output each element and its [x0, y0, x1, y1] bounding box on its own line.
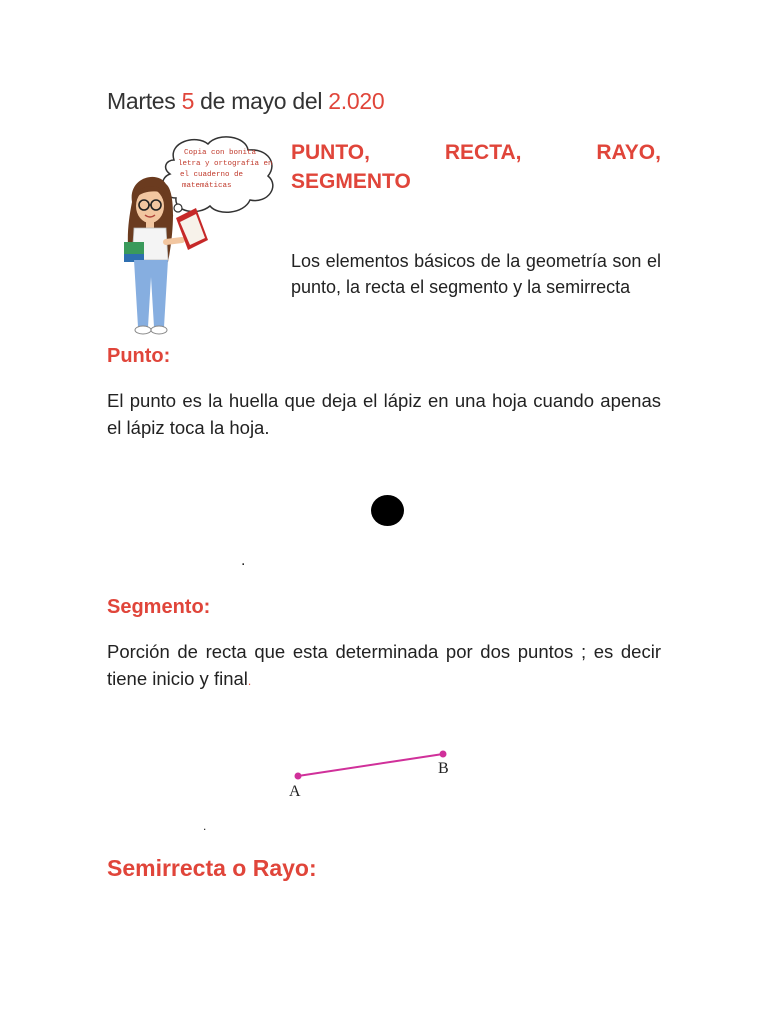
segment-caption: . — [203, 819, 207, 833]
segment-diagram — [203, 706, 557, 833]
intro-paragraph: Los elementos básicos de la geometría son el punto, la recta el segmento y la semirrecta — [291, 251, 661, 297]
segmento-text-trail: . — [247, 674, 252, 688]
date-year: 2.020 — [328, 88, 385, 114]
segmento-text-body: Porción de recta que esta determinada por dos puntos ; es decir tiene inicio y final — [107, 641, 661, 689]
title-word-rayo: RAYO, — [596, 141, 661, 164]
semirrecta-heading: Semirrecta o Rayo: — [107, 855, 317, 881]
segmento-heading: Segmento: — [107, 596, 211, 618]
bubble-line-1: Copia con bonita — [184, 149, 257, 157]
title-line-2: SEGMENTO — [291, 170, 411, 193]
segment-line — [298, 754, 443, 776]
date-day: 5 — [181, 88, 195, 114]
thought-bubble — [162, 137, 273, 219]
punto-caption: . — [241, 552, 246, 569]
label-a: A — [289, 783, 301, 800]
title-word-punto: PUNTO, — [291, 141, 370, 164]
label-b: B — [438, 760, 449, 777]
punto-heading: Punto: — [107, 345, 171, 367]
date-middle: de mayo del — [194, 88, 329, 114]
date-line — [107, 88, 384, 115]
punto-text: El punto es la huella que deja el lápiz en una hoja cuando apenas el lápiz toca la hoja. — [107, 390, 661, 438]
date-prefix: Martes — [107, 88, 182, 114]
segment-point-a — [295, 773, 302, 780]
bubble-line-4: matemáticas — [182, 182, 232, 190]
title-line-1 — [291, 138, 661, 167]
page-title — [291, 138, 661, 196]
bubble-line-2: letra y ortografía en — [178, 160, 273, 168]
point-dot — [371, 495, 404, 526]
teacher-illustration — [118, 132, 283, 337]
title-word-recta: RECTA, — [444, 141, 522, 164]
bubble-line-3: el cuaderno de — [180, 171, 244, 179]
segment-point-b — [440, 751, 447, 758]
segmento-text — [107, 638, 661, 695]
